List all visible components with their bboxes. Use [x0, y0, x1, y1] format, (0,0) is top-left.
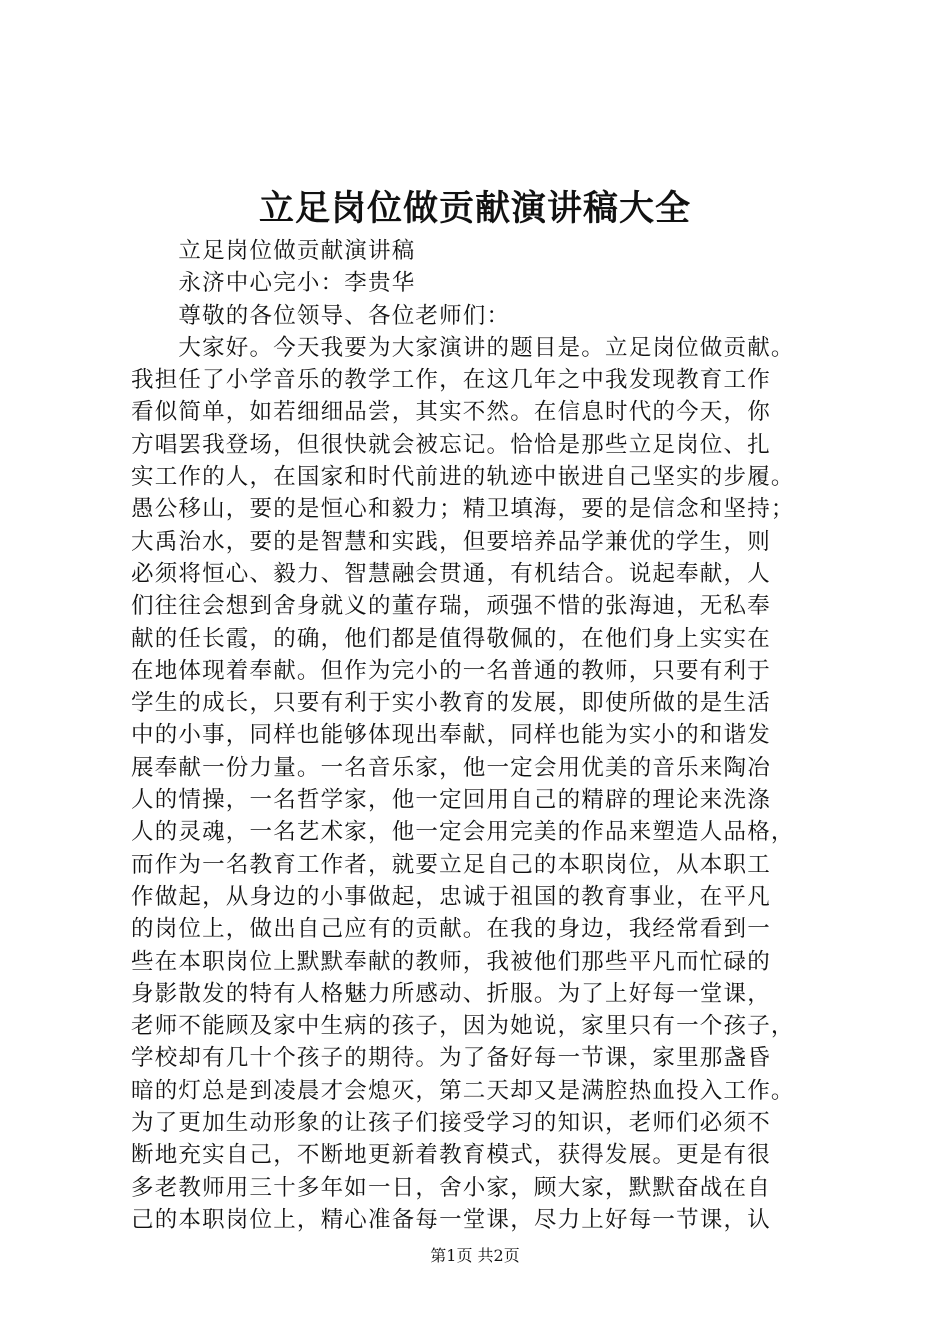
text-line: 作做起，从身边的小事做起，忠诚于祖国的教育事业，在平凡 [131, 883, 771, 910]
text-line: 们往往会想到舍身就义的董存瑞，顽强不惜的张海迪，无私奉 [131, 593, 771, 620]
text-line: 老师不能顾及家中生病的孩子，因为她说，家里只有一个孩子， [131, 1013, 795, 1040]
text-line: 大禹治水，要的是智慧和实践，但要培养品学兼优的学生，则 [131, 528, 771, 555]
text-line: 献的任长霞，的确，他们都是值得敬佩的，在他们身上实实在 [131, 625, 771, 652]
document-body [131, 235, 861, 1236]
text-line: 大家好。今天我要为大家演讲的题目是。立足岗位做贡献。 [131, 334, 795, 361]
page-title: 立足岗位做贡献演讲稿大全 [258, 188, 691, 229]
text-line: 实工作的人，在国家和时代前进的轨迹中嵌进自己坚实的步履。 [131, 464, 795, 491]
text-line: 我担任了小学音乐的教学工作，在这几年之中我发现教育工作 [131, 367, 771, 394]
page-footer: 第1页 共2页 [430, 1246, 520, 1265]
text-line: 尊敬的各位领导、各位老师们： [131, 302, 511, 329]
text-line: 人的灵魂，一名艺术家，他一定会用完美的作品来塑造人品格， [131, 819, 795, 846]
text-line: 永济中心完小：李贵华 [131, 270, 416, 297]
text-line: 人的情操，一名哲学家，他一定回用自己的精辟的理论来洗涤 [131, 787, 771, 814]
text-line: 必须将恒心、毅力、智慧融会贯通，有机结合。说起奉献，人 [131, 560, 771, 587]
text-line: 身影散发的特有人格魅力所感动、折服。为了上好每一堂课， [131, 980, 771, 1007]
text-line: 多老教师用三十多年如一日，舍小家，顾大家，默默奋战在自 [131, 1174, 771, 1201]
text-line: 的岗位上，做出自己应有的贡献。在我的身边，我经常看到一 [131, 916, 771, 943]
text-line: 中的小事，同样也能够体现出奉献，同样也能为实小的和谐发 [131, 722, 771, 749]
text-line: 学生的成长，只要有利于实小教育的发展，即使所做的是生活 [131, 690, 771, 717]
text-line: 方唱罢我登场，但很快就会被忘记。恰恰是那些立足岗位、扎 [131, 431, 771, 458]
text-line: 断地充实自己，不断地更新着教育模式，获得发展。更是有很 [131, 1142, 771, 1169]
text-line: 学校却有几十个孩子的期待。为了备好每一节课，家里那盏昏 [131, 1045, 771, 1072]
text-line: 立足岗位做贡献演讲稿 [131, 238, 416, 264]
text-line: 在地体现着奉献。但作为完小的一名普通的教师，只要有利于 [131, 657, 771, 684]
text-line: 而作为一名教育工作者，就要立足自己的本职岗位，从本职工 [131, 851, 771, 878]
text-line: 己的本职岗位上，精心准备每一堂课，尽力上好每一节课，认 [131, 1206, 771, 1233]
text-line: 些在本职岗位上默默奉献的教师，我被他们那些平凡而忙碌的 [131, 948, 771, 975]
text-line: 看似简单，如若细细品尝，其实不然。在信息时代的今天，你 [131, 399, 771, 426]
text-line: 为了更加生动形象的让孩子们接受学习的知识，老师们必须不 [131, 1110, 771, 1137]
text-line: 暗的灯总是到凌晨才会熄灭，第二天却又是满腔热血投入工作。 [131, 1077, 795, 1104]
text-line: 展奉献一份力量。一名音乐家，他一定会用优美的音乐来陶冶 [131, 754, 771, 781]
text-line: 愚公移山，要的是恒心和毅力；精卫填海，要的是信念和坚持； [131, 496, 795, 523]
